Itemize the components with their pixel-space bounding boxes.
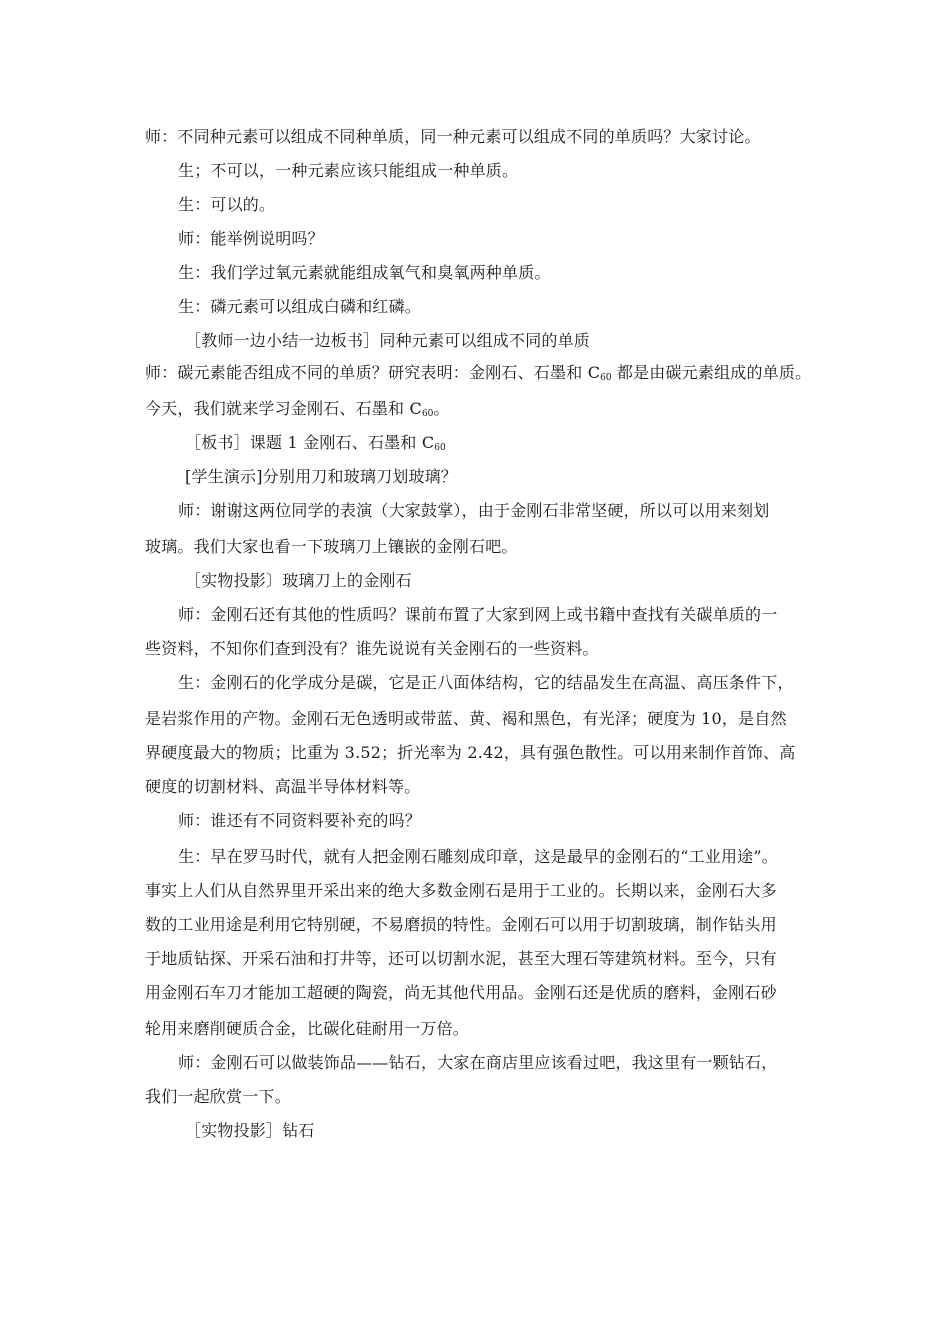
paragraph-line: 是岩浆作用的产物。金刚石无色透明或带蓝、黄、褐和黑色，有光泽；硬度为 10，是自然: [145, 709, 787, 728]
paragraph-line: 硬度的切割材料、高温半导体材料等。: [145, 777, 421, 796]
paragraph-line: 师：谢谢这两位同学的表演（大家鼓掌），由于金刚石非常坚硬，所以可以用来刻划: [178, 501, 770, 520]
paragraph-line: 于地质钻探、开采石油和打井等，还可以切割水泥，甚至大理石等建筑材料。至今，只有: [145, 949, 777, 968]
paragraph-line: 我们一起欣赏一下。: [145, 1087, 291, 1106]
paragraph-line: 师：不同种元素可以组成不同种单质，同一种元素可以组成不同的单质吗？大家讨论。: [145, 127, 761, 146]
paragraph-line: 师：谁还有不同资料要补充的吗？: [178, 811, 422, 830]
paragraph-line: 师：金刚石可以做装饰品——钻石，大家在商店里应该看过吧，我这里有一颗钻石，: [178, 1053, 778, 1072]
paragraph-line: 些资料，不知你们查到没有？谁先说说有关金刚石的一些资料。: [145, 639, 599, 658]
paragraph-line: ［教师一边小结一边板书］同种元素可以组成不同的单质: [185, 331, 591, 350]
paragraph-line: 生；不可以，一种元素应该只能组成一种单质。: [178, 161, 519, 180]
paragraph-line: 师：金刚石还有其他的性质吗？课前布置了大家到网上或书籍中查找有关碳单质的一: [178, 605, 778, 624]
paragraph-line: 生：我们学过氧元素就能组成氧气和臭氧两种单质。: [178, 263, 551, 282]
paragraph-line: 生：早在罗马时代，就有人把金刚石雕刻成印章，这是最早的金刚石的“工业用途”。: [178, 847, 778, 866]
paragraph-line: 今天，我们就来学习金刚石、石墨和 $C_{60}$。: [145, 399, 450, 419]
paragraph-line: 生：磷元素可以组成白磷和红磷。: [178, 297, 422, 316]
paragraph-line: [学生演示]分别用刀和玻璃刀划玻璃？: [185, 467, 458, 486]
paragraph-line: ［板书］课题 1 金刚石、石墨和 $C_{60}$: [185, 433, 446, 453]
paragraph-line: 玻璃。我们大家也看一下玻璃刀上镶嵌的金刚石吧。: [145, 537, 518, 556]
paragraph-line: 师：碳元素能否组成不同的单质？研究表明：金刚石、石墨和 $C_{60}$ 都是由碳元素组成的单质。: [145, 363, 812, 383]
paragraph-line: 轮用来磨削硬质合金，比碳化硅耐用一万倍。: [145, 1019, 470, 1038]
paragraph-line: ［实物投影〕玻璃刀上的金刚石: [185, 571, 412, 590]
paragraph-line: 事实上人们从自然界里开采出来的绝大多数金刚石是用于工业的。长期以来，金刚石大多: [145, 881, 777, 900]
paragraph-line: 生：金刚石的化学成分是碳，它是正八面体结构，它的结晶发生在高温、高压条件下，: [178, 673, 794, 692]
paragraph-line: 数的工业用途是利用它特别硬，不易磨损的特性。金刚石可以用于切割玻璃，制作钻头用: [145, 915, 777, 934]
paragraph-line: ［实物投影］钻石: [185, 1121, 315, 1140]
paragraph-line: 用金刚石车刀才能加工超硬的陶瓷，尚无其他代用品。金刚石还是优质的磨料，金刚石砂: [145, 983, 777, 1002]
paragraph-line: 师：能举例说明吗？: [178, 229, 324, 248]
paragraph-line: 生：可以的。: [178, 195, 276, 214]
paragraph-line: 界硬度最大的物质；比重为 3.52；折光率为 2.42，具有强色散性。可以用来制作首饰、高: [145, 743, 796, 762]
